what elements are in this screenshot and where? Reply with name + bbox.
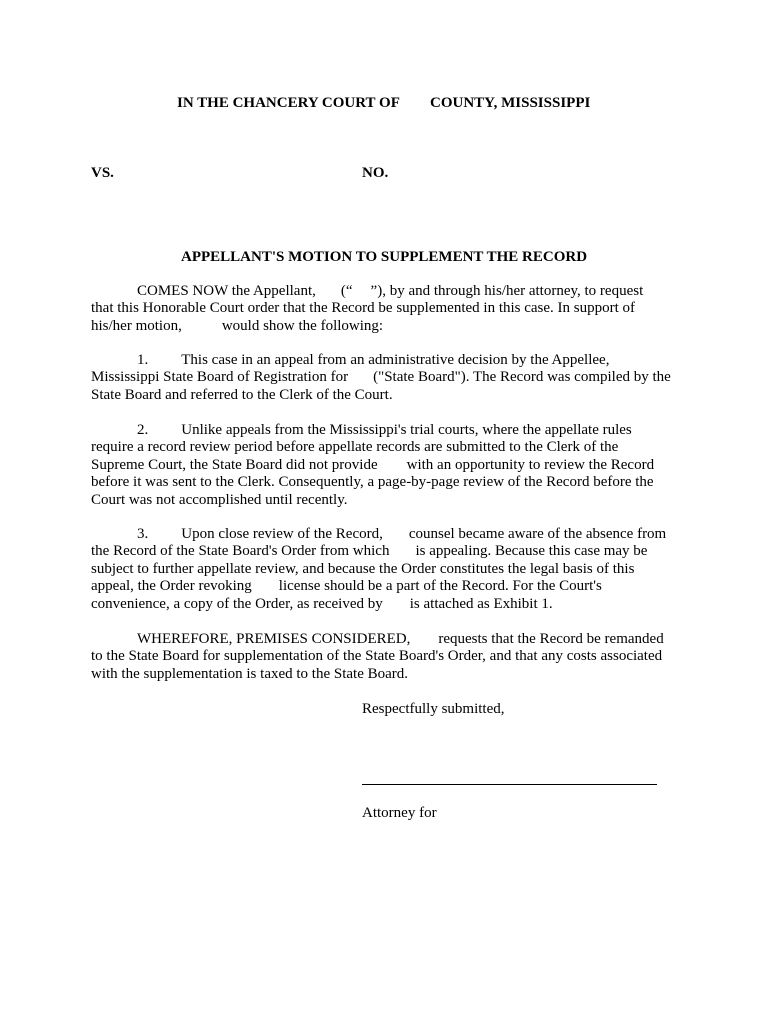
attorney-for-label: Attorney for	[362, 805, 437, 821]
paragraph-2-line-4: before it was sent to the Clerk. Consequently, a page-by-page review of the Record before the	[91, 474, 654, 491]
county-caption-label: COUNTY, MISSISSIPPI	[430, 95, 591, 111]
paragraph-1	[91, 352, 681, 404]
intro-line-3: his/her motion, would show the following:	[91, 317, 384, 334]
paragraph-2-line-1: 2. Unlike appeals from the Mississippi's trial courts, where the appellate rules	[137, 422, 632, 438]
closing-text: Respectfully submitted,	[362, 701, 505, 717]
versus-label: VS.	[91, 165, 114, 181]
paragraph-1-line-1: 1. This case in an appeal from an administrative decision by the Appellee,	[137, 352, 610, 368]
wherefore-paragraph	[91, 631, 681, 683]
wherefore-line-3: with the supplementation is taxed to the State Board.	[91, 665, 409, 682]
signature-line	[362, 784, 657, 785]
case-number-label: NO.	[362, 165, 389, 181]
paragraph-1-line-2: Mississippi State Board of Registration for ("State Board"). The Record was compiled by the	[91, 369, 671, 386]
intro-line-2: that this Honorable Court order that the Record be supplemented in this case. In support of	[91, 300, 636, 317]
paragraph-3-line-3: subject to further appellate review, and because the Order constitutes the legal basis of this	[91, 560, 635, 577]
intro-paragraph	[91, 283, 681, 335]
paragraph-2-line-3: Supreme Court, the State Board did not provide with an opportunity to review the Record	[91, 456, 655, 473]
paragraph-2-line-2: require a record review period before appellate records are submitted to the Clerk of the	[91, 439, 619, 456]
intro-line-1: COMES NOW the Appellant, (“ ”), by and through his/her attorney, to request	[137, 283, 644, 299]
motion-title: APPELLANT'S MOTION TO SUPPLEMENT THE RECORD	[181, 249, 588, 265]
paragraph-3-line-4: appeal, the Order revoking license should be a part of the Record. For the Court's	[91, 578, 602, 595]
paragraph-3-line-5: convenience, a copy of the Order, as received by is attached as Exhibit 1.	[91, 595, 553, 612]
wherefore-line-1: WHEREFORE, PREMISES CONSIDERED, requests that the Record be remanded	[137, 631, 664, 647]
wherefore-line-2: to the State Board for supplementation of the State Board's Order, and that any costs associated	[91, 648, 663, 665]
paragraph-3	[91, 526, 681, 613]
paragraph-1-number: 1.	[137, 352, 149, 368]
paragraph-3-number: 3.	[137, 526, 149, 542]
court-caption-label: IN THE CHANCERY COURT OF	[177, 95, 400, 111]
paragraph-2	[91, 422, 681, 509]
paragraph-3-line-2: the Record of the State Board's Order from which is appealing. Because this case may be	[91, 543, 648, 560]
paragraph-3-line-1: 3. Upon close review of the Record, counsel became aware of the absence from	[137, 526, 667, 542]
paragraph-2-line-5: Court was not accomplished until recently.	[91, 491, 348, 508]
paragraph-1-line-3: State Board and referred to the Clerk of the Court.	[91, 386, 393, 403]
paragraph-2-number: 2.	[137, 422, 149, 438]
